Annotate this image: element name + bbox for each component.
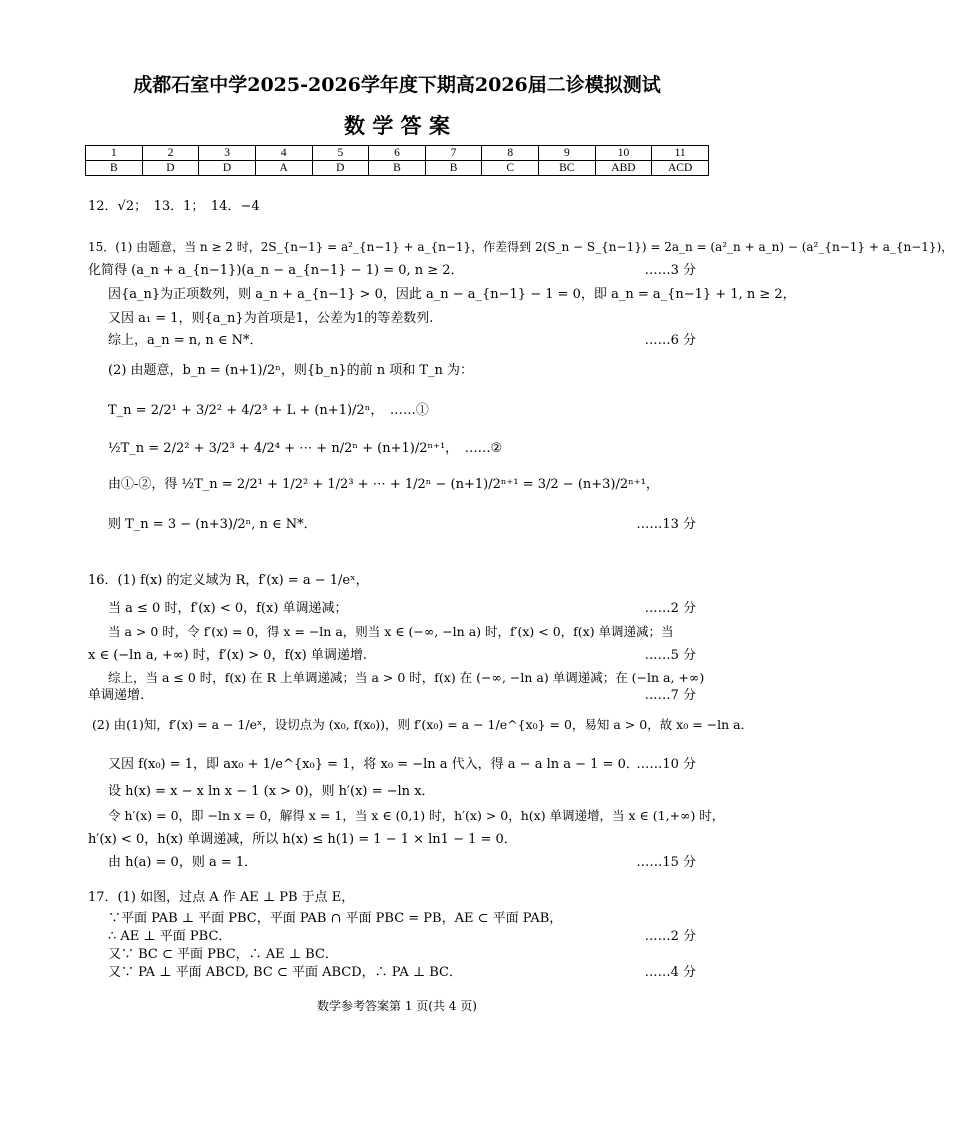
- line-q16-3: 当 a > 0 时，令 f′(x) = 0，得 x = −ln a，则当 x ∈ (−∞, −ln a) 时，f′(x) < 0，f(x) 单调递减；当: [108, 624, 674, 639]
- line-q17-4: 又∵ BC ⊂ 平面 PBC，∴ AE ⊥ BC．: [108, 947, 338, 962]
- line-q16-4: x ∈ (−ln a, +∞) 时，f′(x) > 0，f(x) 单调递增.: [88, 648, 368, 663]
- line-q16-9: 设 h(x) = x − x ln x − 1 (x > 0)，则 h′(x) = −ln x．: [108, 784, 435, 799]
- answer-table-answer-cell: ABD: [595, 161, 652, 176]
- line-q15-10: 则 T_n = 3 − (n+3)/2ⁿ, n ∈ N*．: [108, 517, 317, 532]
- answer-table-number-cell: 5: [312, 146, 369, 161]
- line-q15-8: ½T_n = 2/2² + 3/2³ + 4/2⁴ + ⋯ + n/2ⁿ + (n+1)/2ⁿ⁺¹， ……②: [108, 441, 503, 456]
- line-q16-11: h′(x) < 0，h(x) 单调递减，所以 h(x) ≤ h(1) = 1 − 1 × ln1 − 1 = 0．: [88, 832, 517, 847]
- answer-table-number-cell: 9: [539, 146, 596, 161]
- line-q15-6: (2) 由题意，b_n = (n+1)/2ⁿ，则{b_n}的前 n 项和 T_n 为：: [108, 363, 474, 378]
- line-q16-5: 综上，当 a ≤ 0 时，f(x) 在 R 上单调递减；当 a > 0 时，f(x) 在 (−∞, −ln a) 单调递减；在 (−ln a, +∞): [108, 670, 705, 685]
- answer-table: [85, 145, 709, 176]
- answer-table-number-row: [86, 146, 709, 161]
- answer-table-number-cell: 2: [142, 146, 199, 161]
- answer-table-answer-cell: A: [255, 161, 312, 176]
- score-label: ……13 分: [636, 517, 696, 532]
- answer-table-number-cell: 10: [595, 146, 652, 161]
- line-fill-blank-answers: 12．√2； 13．1； 14．−4: [88, 199, 260, 214]
- line-q15-2: 化简得 (a_n + a_{n−1})(a_n − a_{n−1} − 1) = 0, n ≥ 2．: [88, 263, 464, 278]
- score-label: ……5 分: [644, 648, 696, 663]
- answer-table-number-cell: 7: [425, 146, 482, 161]
- score-label: ……2 分: [644, 601, 696, 616]
- answer-table-answer-cell: B: [425, 161, 482, 176]
- line-q16-7: (2) 由(1)知，f′(x) = a − 1/eˣ，设切点为 (x₀, f(x₀))，则 f′(x₀) = a − 1/e^{x₀} = 0，易知 a > 0，故 x₀ = −ln a．: [92, 717, 754, 732]
- line-q16-12: 由 h(a) = 0，则 a = 1．: [108, 855, 258, 870]
- answer-table-answer-cell: D: [199, 161, 256, 176]
- score-label: ……7 分: [644, 688, 696, 703]
- answer-table-answer-cell: BC: [539, 161, 596, 176]
- answer-table-number-cell: 11: [652, 146, 709, 161]
- line-q16-2: 当 a ≤ 0 时，f′(x) < 0，f(x) 单调递减；: [108, 601, 348, 616]
- score-label: ……15 分: [636, 855, 696, 870]
- score-label: ……2 分: [644, 929, 696, 944]
- answer-table-answer-cell: ACD: [652, 161, 709, 176]
- line-q16-1: 16．(1) f(x) 的定义域为 R，f′(x) = a − 1/eˣ，: [88, 573, 369, 588]
- score-label: ……6 分: [644, 333, 696, 348]
- answer-table-answer-cell: B: [86, 161, 143, 176]
- answer-table-answer-cell: D: [312, 161, 369, 176]
- answer-table-number-cell: 4: [255, 146, 312, 161]
- line-q17-2: ∵平面 PAB ⊥ 平面 PBC，平面 PAB ∩ 平面 PBC = PB，AE ⊂ 平面 PAB，: [108, 911, 563, 926]
- answer-table-number-cell: 6: [369, 146, 426, 161]
- answer-table-answer-cell: B: [369, 161, 426, 176]
- answer-table-answer-cell: D: [142, 161, 199, 176]
- line-q15-5: 综上，a_n = n, n ∈ N*．: [108, 333, 263, 348]
- line-q15-7: T_n = 2/2¹ + 3/2² + 4/2³ + L + (n+1)/2ⁿ， ……①: [108, 403, 429, 418]
- answer-table-number-cell: 8: [482, 146, 539, 161]
- line-q17-3: ∴ AE ⊥ 平面 PBC．: [108, 929, 232, 944]
- line-q16-10: 令 h′(x) = 0，即 −ln x = 0，解得 x = 1，当 x ∈ (0,1) 时，h′(x) > 0，h(x) 单调递增，当 x ∈ (1,+∞) 时，: [108, 808, 725, 823]
- line-q15-4: 又因 a₁ = 1，则{a_n}为首项是1，公差为1的等差数列.: [108, 311, 434, 326]
- line-q15-9: 由①-②，得 ½T_n = 2/2¹ + 1/2² + 1/2³ + ⋯ + 1/2ⁿ − (n+1)/2ⁿ⁺¹ = 3/2 − (n+3)/2ⁿ⁺¹，: [108, 477, 659, 492]
- line-q17-1: 17．(1) 如图，过点 A 作 AE ⊥ PB 于点 E，: [88, 890, 355, 905]
- line-q15-3: 因{a_n}为正项数列，则 a_n + a_{n−1} > 0，因此 a_n − a_{n−1} − 1 = 0，即 a_n = a_{n−1} + 1, n ≥ 2，: [108, 287, 796, 302]
- line-q16-8: 又因 f(x₀) = 1，即 ax₀ + 1/e^{x₀} = 1，将 x₀ = −ln a 代入，得 a − a ln a − 1 = 0．: [108, 757, 639, 772]
- score-label: ……3 分: [644, 263, 696, 278]
- line-q17-5: 又∵ PA ⊥ 平面 ABCD, BC ⊂ 平面 ABCD，∴ PA ⊥ BC．: [108, 965, 462, 980]
- page-subtitle: 数 学 答 案: [344, 113, 450, 138]
- score-label: ……10 分: [636, 757, 696, 772]
- score-label: ……4 分: [644, 965, 696, 980]
- answer-table-answer-row: [86, 161, 709, 176]
- line-q15-1: 15．(1) 由题意，当 n ≥ 2 时，2S_{n−1} = a²_{n−1} + a_{n−1}，作差得到 2(S_n − S_{n−1}) = 2a_n = (a²_n + a_n) − (a²_{n−1} + a_{n−1})，: [88, 240, 953, 254]
- line-q16-6: 单调递增.: [88, 688, 145, 703]
- page-title: 成都石室中学2025-2026学年度下期高2026届二诊模拟测试: [133, 74, 661, 96]
- answer-table-number-cell: 3: [199, 146, 256, 161]
- answer-table-answer-cell: C: [482, 161, 539, 176]
- page-footer: 数学参考答案第 1 页(共 4 页): [317, 999, 477, 1013]
- answer-table-number-cell: 1: [86, 146, 143, 161]
